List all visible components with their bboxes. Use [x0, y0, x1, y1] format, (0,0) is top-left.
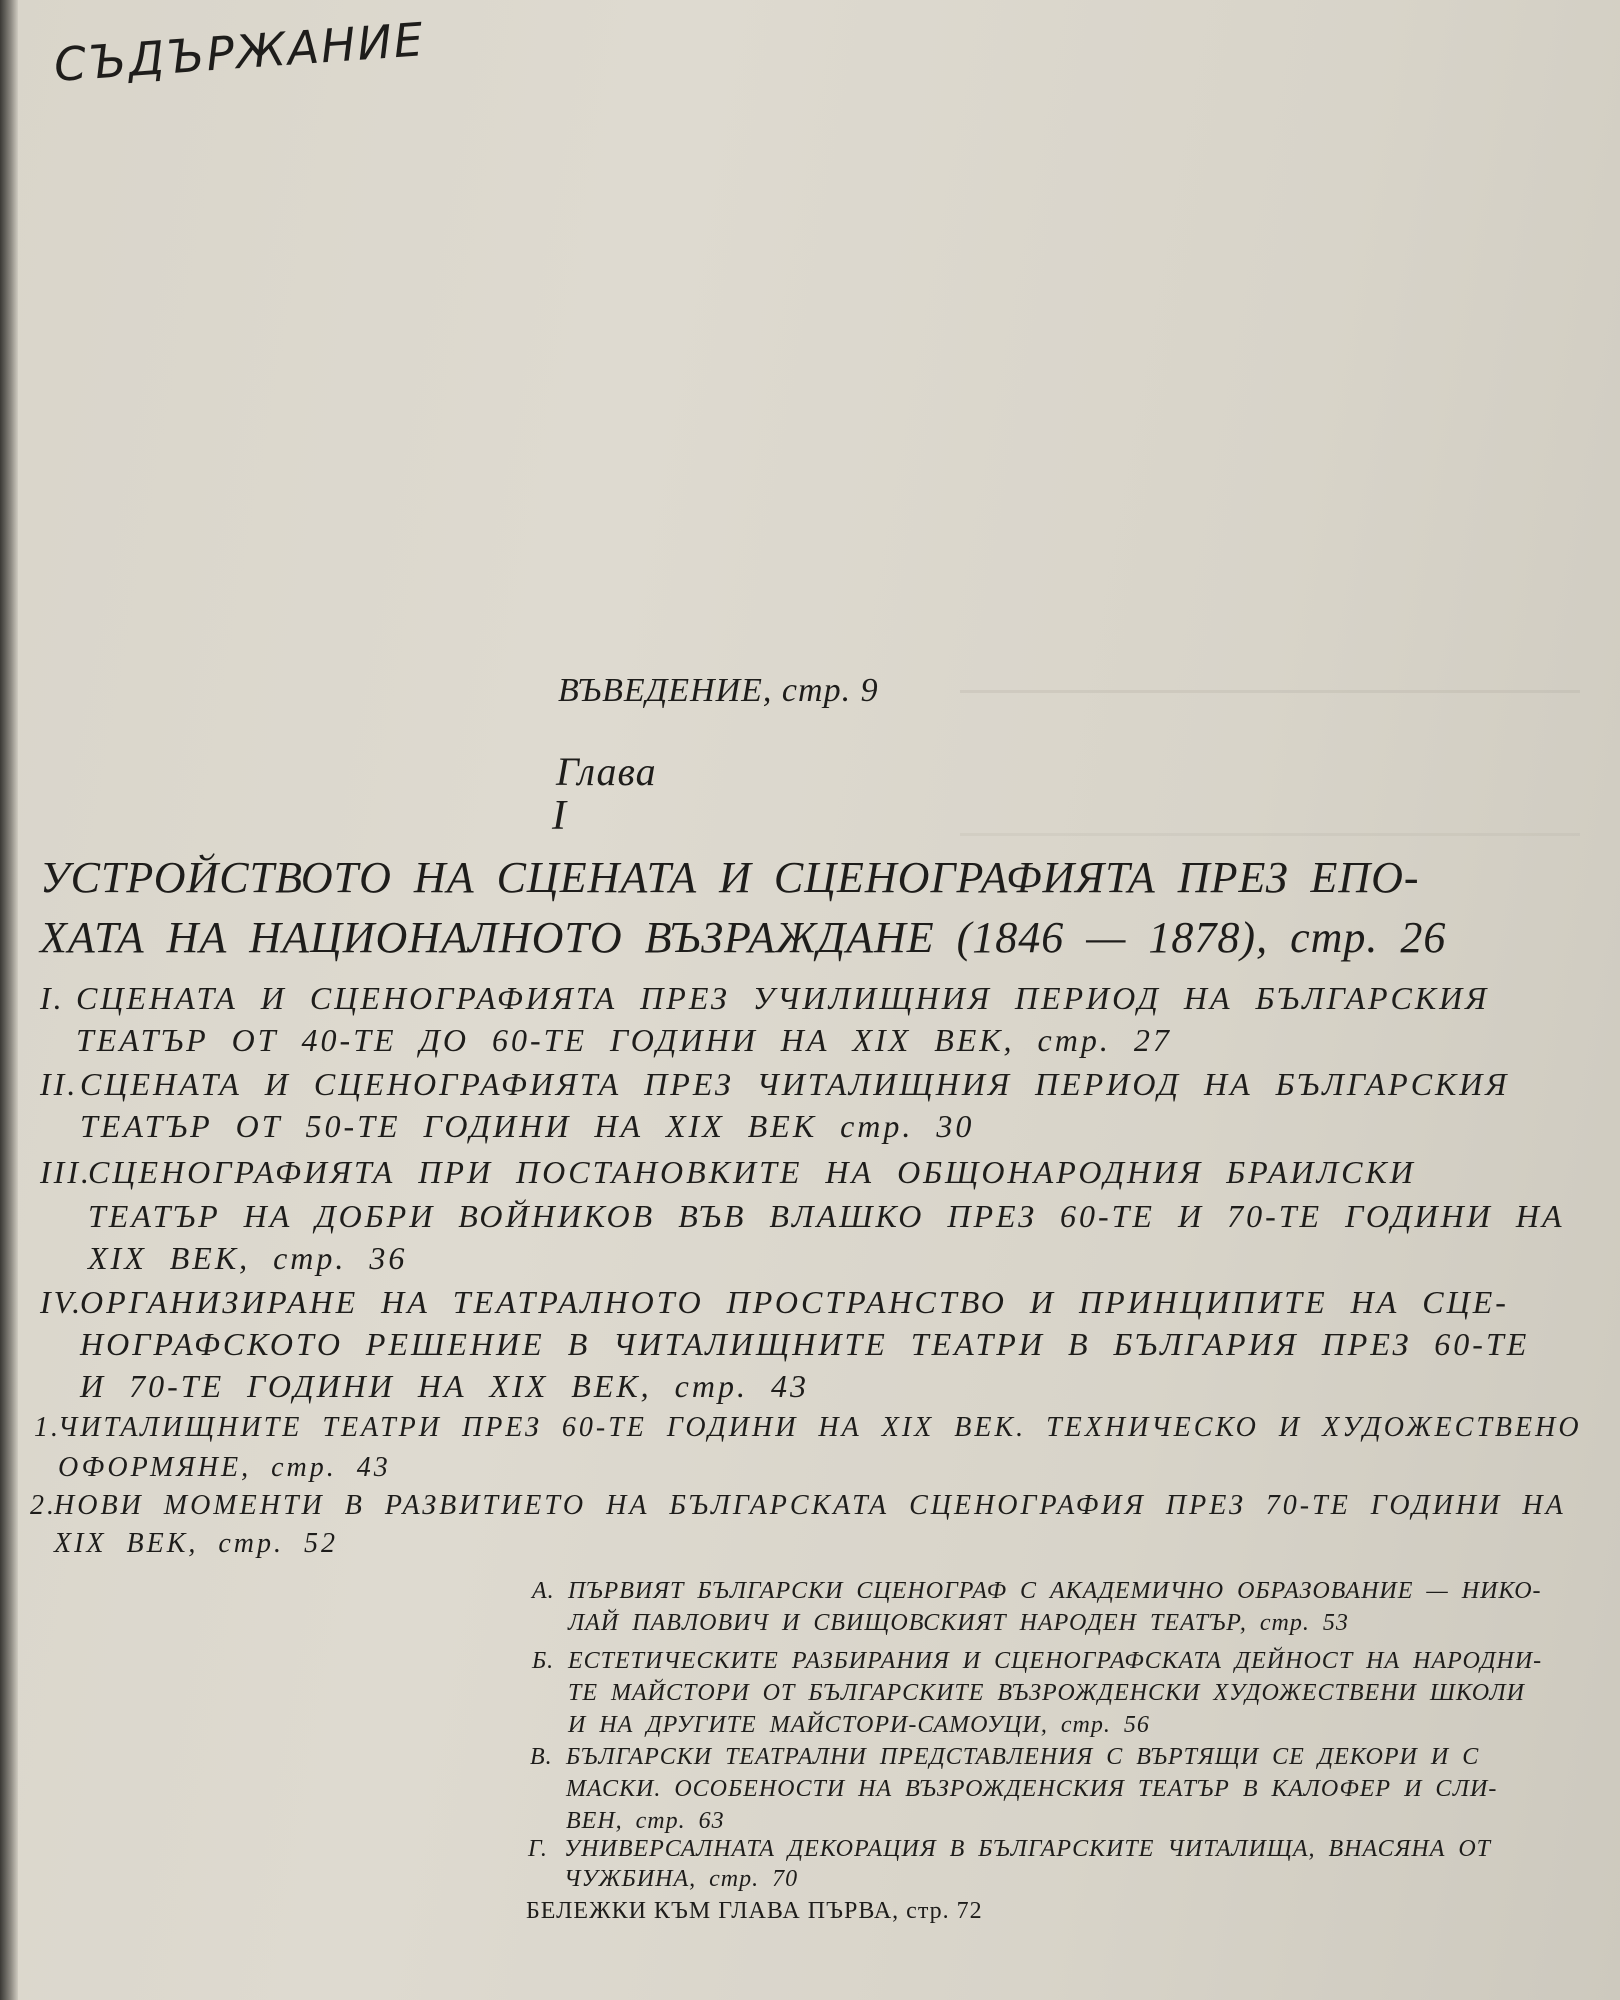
point-line: БЪЛГАРСКИ ТЕАТРАЛНИ ПРЕДСТАВЛЕНИЯ С ВЪРТЯЩИ СЕ ДЕКОРИ И С — [566, 1744, 1480, 1770]
section-line: ТЕАТЪР НА ДОБРИ ВОЙНИКОВ ВЪВ ВЛАШКО ПРЕЗ 60-ТЕ И 70-ТЕ ГОДИНИ НА — [88, 1198, 1565, 1234]
section-number: II. — [40, 1066, 79, 1102]
section-line: ТЕАТЪР ОТ 50-ТЕ ГОДИНИ НА XIX ВЕК стр. 30 — [80, 1108, 975, 1144]
point-line: ЕСТЕТИЧЕСКИТЕ РАЗБИРАНИЯ И СЦЕНОГРАФСКАТА ДЕЙНОСТ НА НАРОДНИ- — [568, 1648, 1543, 1674]
subsection-line: ЧИТАЛИЩНИТЕ ТЕАТРИ ПРЕЗ 60-ТЕ ГОДИНИ НА XIX ВЕК. ТЕХНИЧЕСКО И ХУДОЖЕСТВЕНО — [58, 1412, 1582, 1443]
chapter-title-line: ХАТА НА НАЦИОНАЛНОТО ВЪЗРАЖДАНЕ (1846 — 1878), стр. 26 — [40, 913, 1447, 962]
point-line: ВЕН, стр. 63 — [566, 1808, 725, 1834]
bleed-through-shadow — [960, 690, 1580, 836]
point-line: ЛАЙ ПАВЛОВИЧ И СВИЩОВСКИЯТ НАРОДЕН ТЕАТЪР, стр. 53 — [568, 1610, 1349, 1636]
page-gutter-shadow — [0, 0, 18, 2000]
section-line: СЦЕНОГРАФИЯТА ПРИ ПОСТАНОВКИТЕ НА ОБЩОНАРОДНИЯ БРАИЛСКИ — [88, 1154, 1416, 1190]
subsection-line: XIX ВЕК, стр. 52 — [54, 1528, 338, 1559]
point-letter: Г. — [528, 1836, 548, 1862]
point-line: УНИВЕРСАЛНАТА ДЕКОРАЦИЯ В БЪЛГАРСКИТЕ ЧИТАЛИЩА, ВНАСЯНА ОТ — [564, 1836, 1492, 1862]
section-number: I. — [40, 980, 65, 1016]
page-title: СЪДЪРЖАНИЕ — [52, 12, 427, 92]
section-line: СЦЕНАТА И СЦЕНОГРАФИЯТА ПРЕЗ УЧИЛИЩНИЯ ПЕРИОД НА БЪЛГАРСКИЯ — [76, 980, 1490, 1016]
point-letter: А. — [532, 1578, 555, 1604]
section-line: СЦЕНАТА И СЦЕНОГРАФИЯТА ПРЕЗ ЧИТАЛИЩНИЯ ПЕРИОД НА БЪЛГАРСКИЯ — [80, 1066, 1510, 1102]
chapter-title-line: УСТРОЙСТВОТО НА СЦЕНАТА И СЦЕНОГРАФИЯТА ПРЕЗ ЕПО- — [40, 853, 1420, 902]
introduction-entry: ВЪВЕДЕНИЕ, стр. 9 — [558, 672, 879, 709]
point-line: И НА ДРУГИТЕ МАЙСТОРИ-САМОУЦИ, стр. 56 — [568, 1712, 1150, 1738]
chapter-numeral: I — [552, 793, 566, 839]
section-line: НОГРАФСКОТО РЕШЕНИЕ В ЧИТАЛИЩНИТЕ ТЕАТРИ В БЪЛГАРИЯ ПРЕЗ 60-ТЕ — [80, 1326, 1530, 1362]
section-number: IV. — [40, 1284, 84, 1320]
point-letter: В. — [530, 1744, 553, 1770]
section-line: ТЕАТЪР ОТ 40-ТЕ ДО 60-ТЕ ГОДИНИ НА XIX ВЕК, стр. 27 — [76, 1022, 1172, 1058]
point-line: ТЕ МАЙСТОРИ ОТ БЪЛГАРСКИТЕ ВЪЗРОЖДЕНСКИ ХУДОЖЕСТВЕНИ ШКОЛИ — [568, 1680, 1526, 1706]
chapter-word: Глава — [556, 749, 657, 794]
section-line: XIX ВЕК, стр. 36 — [88, 1240, 408, 1276]
section-line: ОРГАНИЗИРАНЕ НА ТЕАТРАЛНОТО ПРОСТРАНСТВО И ПРИНЦИПИТЕ НА СЦЕ- — [80, 1284, 1509, 1320]
point-letter: Б. — [532, 1648, 555, 1674]
point-line: ПЪРВИЯТ БЪЛГАРСКИ СЦЕНОГРАФ С АКАДЕМИЧНО ОБРАЗОВАНИЕ — НИКО- — [568, 1578, 1542, 1604]
subsection-line: ОФОРМЯНЕ, стр. 43 — [58, 1452, 391, 1483]
point-line: МАСКИ. ОСОБЕНОСТИ НА ВЪЗРОЖДЕНСКИЯ ТЕАТЪР В КАЛОФЕР И СЛИ- — [566, 1776, 1498, 1802]
subsection-number: 1. — [34, 1412, 61, 1443]
section-line: И 70-ТЕ ГОДИНИ НА XIX ВЕК, стр. 43 — [80, 1368, 809, 1404]
point-line: ЧУЖБИНА, стр. 70 — [564, 1866, 799, 1892]
subsection-line: НОВИ МОМЕНТИ В РАЗВИТИЕТО НА БЪЛГАРСКАТА СЦЕНОГРАФИЯ ПРЕЗ 70-ТЕ ГОДИНИ НА — [54, 1490, 1566, 1521]
chapter-notes-entry: БЕЛЕЖКИ КЪМ ГЛАВА ПЪРВА, стр. 72 — [526, 1898, 983, 1924]
section-number: III. — [40, 1154, 92, 1190]
subsection-number: 2. — [30, 1490, 57, 1521]
